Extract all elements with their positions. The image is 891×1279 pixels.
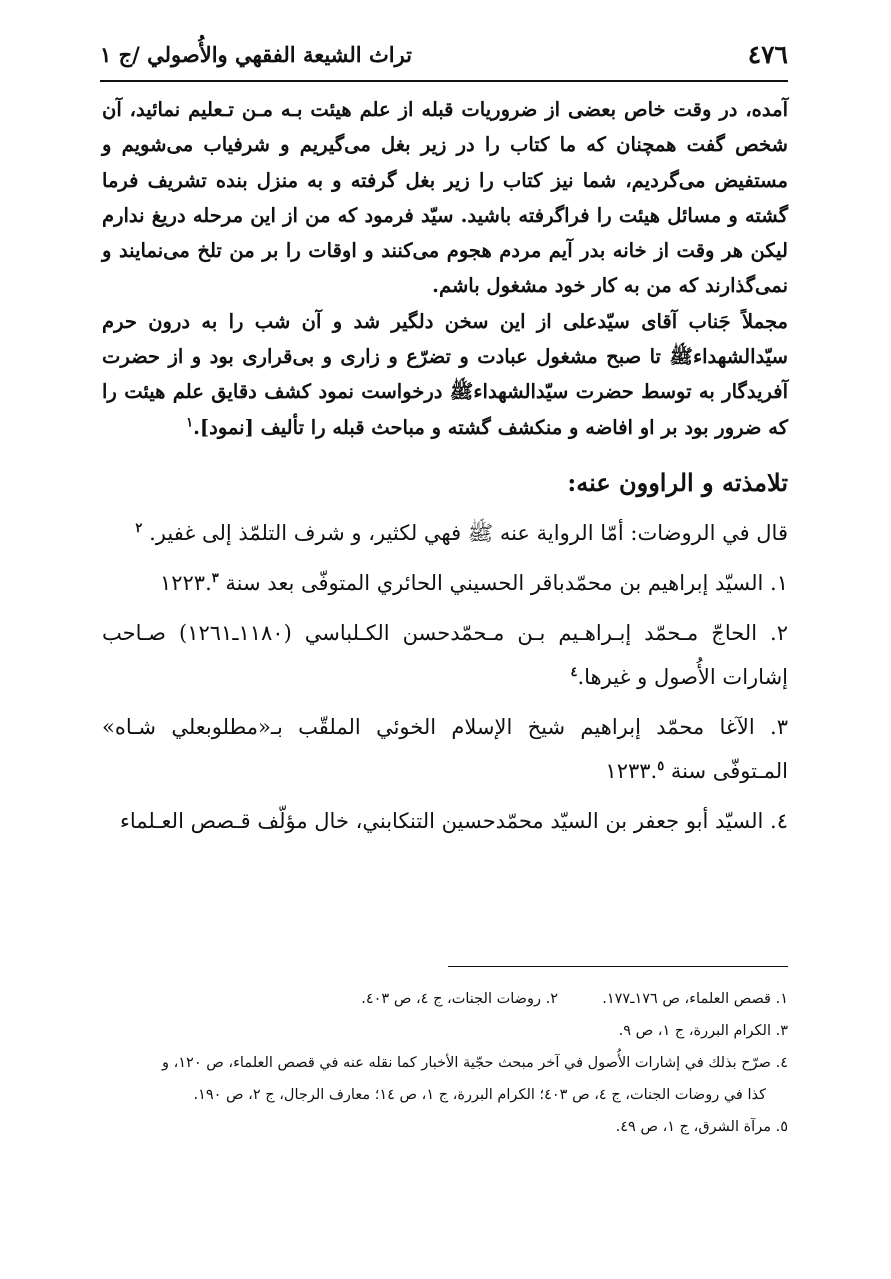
persian-paragraph-text: مجملاً جَناب آقای سیّدعلی از این سخن دلگیر شد و آن شب را به درون حرم سیّدالشهداءﷺ تا صبح مشغول عبادت و تضرّع و زاری و بی‌قراری بود و از حضرت آفریدگار به توسط حضرت سیّدالشهداءﷺ درخواست نمود کشف دقایق علم هیئت را که ضرور بود بر او افاضه و منکشف گشته و مباحث قبله را تألیف [نمود]. [102, 309, 788, 439]
footnote-3: ٣. الكرام البررة، ج ١، ص ٩. [618, 1023, 788, 1039]
footnote-4: ٤. صرّح بذلك في إشارات الأُصول في آخر مبحث حجّية الأخبار كما نقله عنه في قصص العلماء، ص ١٢٠، و [161, 1055, 788, 1071]
page-body [102, 92, 788, 849]
student-item [102, 561, 788, 605]
persian-paragraph: آمده، در وقت خاص بعضی از ضروریات قبله از علم هیئت بـه مـن تـعلیم نمائید، آن شخص گفت همچنان که ما کتاب را در زیر بغل می‌گیریم و شرفیاب می‌شویم و مستفیض می‌گردیم، شما نیز کتاب را زیر بغل گرفته و به منزل بنده تشریف فرما گشته و مسائل هیئت را فراگرفته باشید. سیّد فرمود که من از این مرحله دریغ ندارم لیکن هر وقت از خانه بدر آیم مردم هجوم می‌کنند و اوقات را بر من تلخ می‌نمایند و نمی‌گذارند که من به کار خود مشغول باشم. [102, 98, 788, 298]
footnotes [102, 983, 788, 1143]
footnote-marker: ٣ [211, 570, 219, 586]
student-item-text: ١. السيّد إبراهيم بن محمّدباقر الحسيني الحائري المتوفّى بعد سنة ١٢٢٣. [159, 570, 788, 595]
student-item [102, 705, 788, 793]
student-item-text: ٢. الحاجّ مـحمّد إبـراهـيم بـن مـحمّدحسن الكـلباسي (١١٨٠ـ١٢٦١) صـاحب إشارات الأُصول و غيرها. [102, 620, 788, 689]
student-item-text: ٤. السيّد أبو جعفر بن السيّد محمّدحسين التنكابني، خال مؤلّف قـصص العـلماء [120, 808, 788, 833]
page-number: ٤٧٦ [747, 40, 788, 69]
persian-paragraph [102, 304, 788, 445]
page-header [100, 36, 788, 78]
footnote-row [102, 983, 788, 1015]
section-intro [102, 511, 788, 555]
footnote-marker: ٤ [570, 664, 578, 680]
footnote-2: ٢. روضات الجنات، ج ٤، ص ٤٠٣. [361, 991, 558, 1007]
footnote-marker: ٢ [135, 520, 143, 536]
student-item-text: ٣. الآغا محمّد إبراهيم شيخ الإسلام الخوئي الملقّب بـ«مطلوبعلي شـاه» المـتوفّى سنة ١٢٣٣. [102, 714, 788, 783]
section-intro-text: قال في الروضات: أمّا الرواية عنه ﷺ فهي لكثير، و شرف التلمّذ إلى غفير. [149, 520, 788, 545]
student-item [102, 611, 788, 699]
footnote-4-continued: كذا في روضات الجنات، ج ٤، ص ٤٠٣؛ الكرام البررة، ج ١، ص ١٤؛ معارف الرجال، ج ٢، ص ١٩٠. [193, 1087, 766, 1103]
footnote-1: ١. قصص العلماء، ص ١٧٦ـ١٧٧. [602, 991, 788, 1007]
student-item [102, 799, 788, 843]
running-title: تراث الشيعة الفقهي والأُصولي /ج ١ [100, 42, 412, 67]
footnote-marker: ١ [186, 415, 194, 431]
footnote-marker: ٥ [657, 758, 665, 774]
section-heading: تلامذته و الراوون عنه: [567, 467, 788, 497]
header-rule [100, 80, 788, 82]
footnote-5: ٥. مرآة الشرق، ج ١، ص ٤٩. [615, 1119, 788, 1135]
footnote-rule [448, 966, 788, 967]
